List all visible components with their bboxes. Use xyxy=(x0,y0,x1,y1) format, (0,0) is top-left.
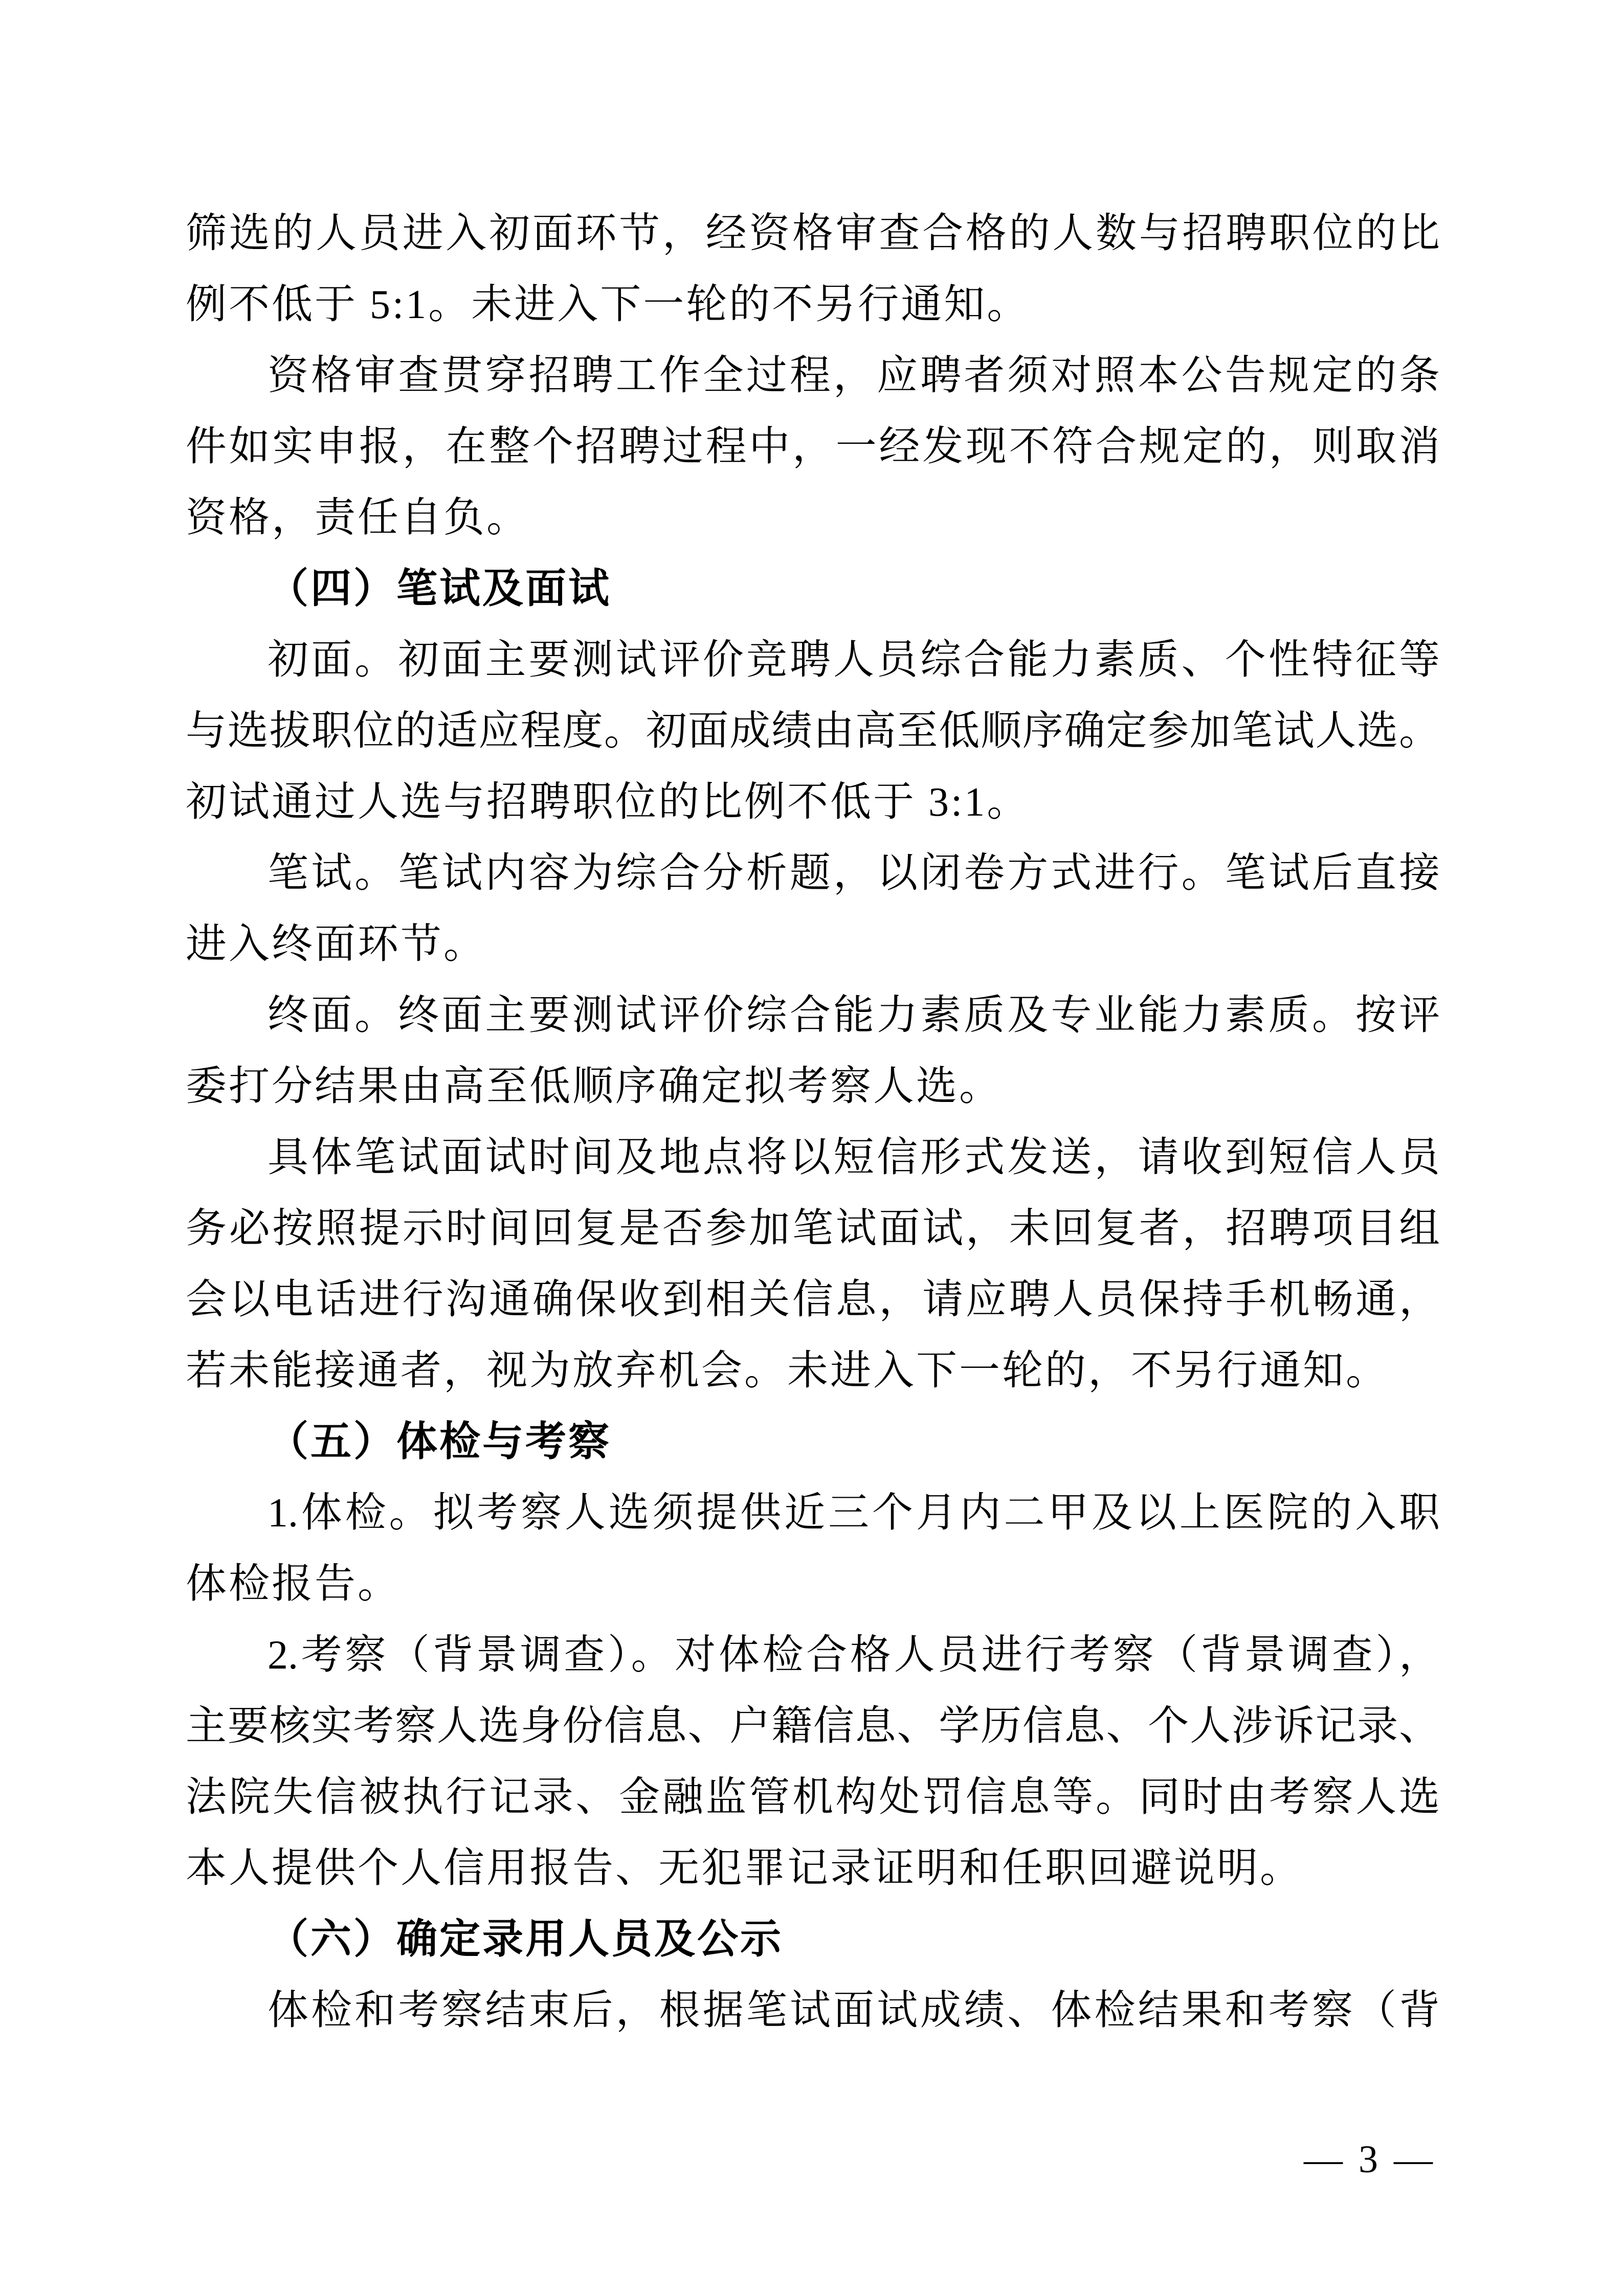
text-line: 务必按照提示时间回复是否参加笔试面试，未回复者，招聘项目组 xyxy=(186,1206,1440,1251)
text-line: 本人提供个人信用报告、无犯罪记录证明和任职回避说明。 xyxy=(186,1846,1303,1891)
text-line: 终面。终面主要测试评价综合能力素质及专业能力素质。按评 xyxy=(268,993,1440,1038)
section-heading-4: （四）笔试及面试 xyxy=(268,567,611,612)
text-line: 法院失信被执行记录、金融监管机构处罚信息等。同时由考察人选 xyxy=(186,1775,1440,1820)
text-line: 资格，责任自负。 xyxy=(186,496,529,541)
text-line: 主要核实考察人选身份信息、户籍信息、学历信息、个人涉诉记录、 xyxy=(186,1704,1440,1749)
section-heading-5: （五）体检与考察 xyxy=(268,1420,611,1465)
text-line: 2.考察（背景调查）。对体检合格人员进行考察（背景调查）， xyxy=(268,1633,1440,1678)
page-number: — 3 — xyxy=(1304,2138,1436,2181)
text-line: 例不低于 5:1。未进入下一轮的不另行通知。 xyxy=(186,282,1030,327)
text-line: 具体笔试面试时间及地点将以短信形式发送，请收到短信人员 xyxy=(268,1135,1440,1180)
text-line: 委打分结果由高至低顺序确定拟考察人选。 xyxy=(186,1064,1002,1109)
document-body xyxy=(186,198,1440,2046)
text-line: 资格审查贯穿招聘工作全过程，应聘者须对照本公告规定的条 xyxy=(268,353,1440,398)
text-line: 进入终面环节。 xyxy=(186,922,486,967)
section-heading-6: （六）确定录用人员及公示 xyxy=(268,1917,783,1962)
text-line: 筛选的人员进入初面环节，经资格审查合格的人数与招聘职位的比 xyxy=(186,211,1440,256)
text-line: 笔试。笔试内容为综合分析题，以闭卷方式进行。笔试后直接 xyxy=(268,851,1440,896)
text-line: 会以电话进行沟通确保收到相关信息，请应聘人员保持手机畅通， xyxy=(186,1277,1440,1322)
text-line: 1.体检。拟考察人选须提供近三个月内二甲及以上医院的入职 xyxy=(268,1491,1440,1536)
text-line: 初面。初面主要测试评价竞聘人员综合能力素质、个性特征等 xyxy=(268,638,1440,683)
text-line: 与选拔职位的适应程度。初面成绩由高至低顺序确定参加笔试人选。 xyxy=(186,709,1440,754)
text-line: 初试通过人选与招聘职位的比例不低于 3:1。 xyxy=(186,780,1030,825)
text-line: 体检报告。 xyxy=(186,1562,401,1607)
text-line: 若未能接通者，视为放弃机会。未进入下一轮的，不另行通知。 xyxy=(186,1348,1389,1393)
text-line: 件如实申报，在整个招聘过程中，一经发现不符合规定的，则取消 xyxy=(186,424,1440,469)
text-line: 体检和考察结束后，根据笔试面试成绩、体检结果和考察（背 xyxy=(268,1988,1440,2033)
